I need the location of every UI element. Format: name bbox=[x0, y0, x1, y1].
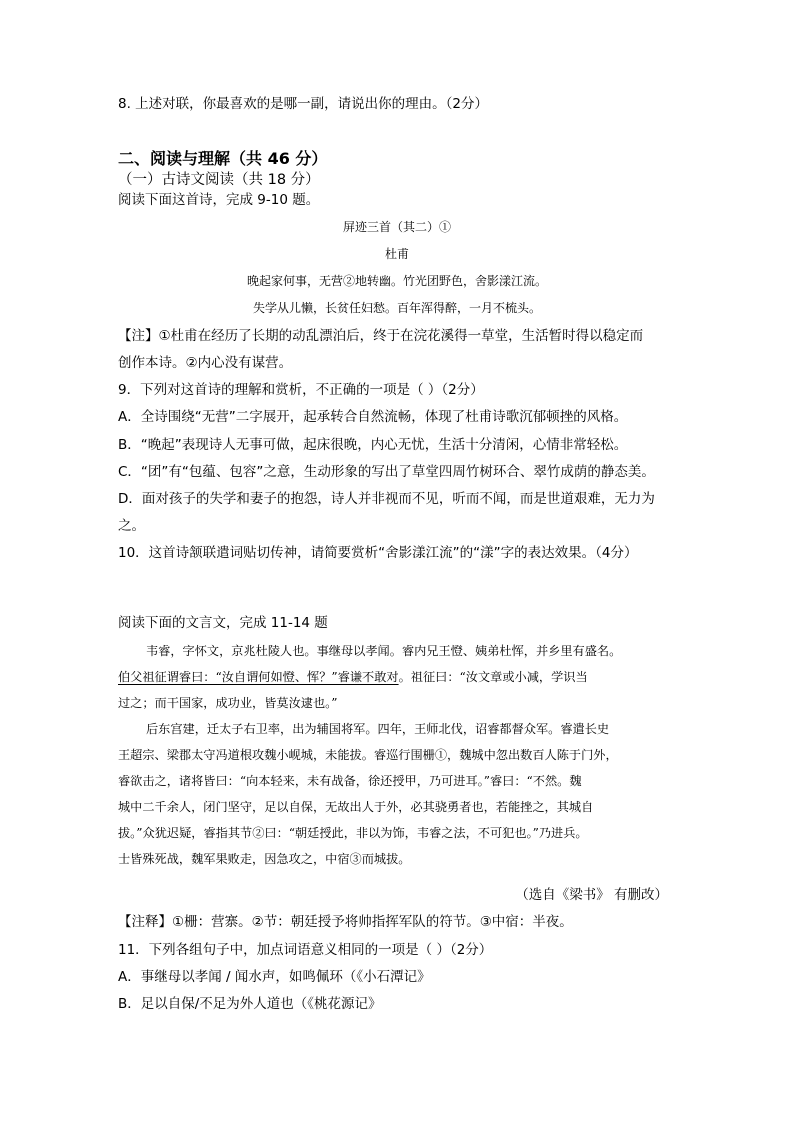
passage-line: 后东宫建，迁太子右卫率，出为辅国将军。四年，王师北伐，诏睿都督众军。睿遣长史 bbox=[146, 722, 610, 736]
underlined-sentence: 伯父祖征谓睿曰：“汝自谓何如憕、恽？”睿谦不敢对 bbox=[118, 670, 399, 684]
passage-line: 睿欲击之，诸将皆曰：“向本轻来，未有战备，徐还授甲，乃可进耳。”睿曰：“不然。魏 bbox=[118, 774, 582, 788]
question-11-option-b: B．足以自保/不足为外人道也（《桃花源记》 bbox=[118, 996, 382, 1012]
question-10: 10．这首诗颔联遣词贴切传神，请简要赏析“舍影漾江流”的“漾”字的表达效果。（4分） bbox=[118, 545, 638, 561]
passage-line: 士皆殊死战，魏军果败走，因急攻之，中宿③而城拔。 bbox=[118, 852, 411, 866]
poem-line-2: 失学从儿懒，长贫任妇愁。百年浑得醉，一月不梳头。 bbox=[252, 301, 541, 315]
passage-source: （选自《梁书》 有删改） bbox=[515, 887, 668, 903]
question-11-stem: 11．下列各组句子中，加点词语意义相同的一项是（ ）（2分） bbox=[118, 942, 493, 958]
question-9-option-d-cont: 之。 bbox=[118, 518, 145, 534]
question-9-option-b: B．“晚起”表现诗人无事可做，起床很晚，内心无忧，生活十分清闲，心情非常轻松。 bbox=[118, 437, 628, 453]
question-8: 8. 上述对联，你最喜欢的是哪一副，请说出你的理由。（2分） bbox=[118, 96, 489, 112]
question-9-option-a: A．全诗围绕“无营”二字展开，起承转合自然流畅，体现了杜甫诗歌沉郁顿挫的风格。 bbox=[118, 409, 628, 425]
passage-line: 韦睿，字怀文，京兆杜陵人也。事继母以孝闻。睿内兄王憕、姨弟杜恽，并乡里有盛名。 bbox=[146, 644, 622, 658]
classical-instruction: 阅读下面的文言文，完成 11-14 题 bbox=[118, 615, 328, 631]
passage-line bbox=[118, 669, 588, 685]
question-11-option-a: A．事继母以孝闻 / 闻水声，如鸣佩环（《小石潭记》 bbox=[118, 969, 431, 985]
question-9-option-d: D．面对孩子的失学和妻子的抱怨，诗人并非视而不见，听而不闻，而是世道艰难，无力为 bbox=[118, 491, 655, 507]
question-9-option-c: C．“团”有“包蕴、包容”之意，生动形象的写出了草堂四周竹树环合、翠竹成荫的静态美。 bbox=[118, 464, 655, 480]
poem-line-1: 晚起家何事，无营②地转幽。竹光团野色，舍影漾江流。 bbox=[246, 274, 547, 288]
poem-note-line: 【注】①杜甫在经历了长期的动乱漂泊后，终于在浣花溪得一草堂，生活暂时得以稳定而 bbox=[118, 328, 644, 344]
passage-line: 王超宗、梁郡太守冯道根攻魏小岘城，未能拔。睿巡行围栅①，魏城中忽出数百人陈于门外， bbox=[118, 748, 618, 762]
poem-title: 屏迹三首（其二）① bbox=[342, 220, 451, 234]
part-title: （一）古诗文阅读（共 18 分） bbox=[118, 172, 320, 188]
passage-text: 。祖征曰：“汝文章或小减，学识当 bbox=[398, 670, 588, 684]
section-title: 二、阅读与理解（共 46 分） bbox=[118, 149, 328, 168]
passage-notes: 【注释】①栅：营寨。②节：朝廷授予将帅指挥军队的符节。③中宿：半夜。 bbox=[118, 914, 573, 930]
question-9-stem: 9．下列对这首诗的理解和赏析，不正确的一项是（ ）（2分） bbox=[118, 382, 484, 398]
passage-line: 城中二千余人，闭门坚守，足以自保，无故出人于外，必其骁勇者也，若能挫之，其城自 bbox=[118, 800, 594, 814]
passage-line: 过之；而干国家，成功业，皆莫汝逮也。” bbox=[118, 696, 338, 710]
passage-line: 拔。”众犹迟疑，睿指其节②曰：“朝廷授此，非以为饰，韦睿之法，不可犯也。”乃进兵。 bbox=[118, 826, 588, 840]
poem-author: 杜甫 bbox=[384, 247, 409, 261]
poem-note-line: 创作本诗。②内心没有谋营。 bbox=[118, 355, 293, 371]
poem-instruction: 阅读下面这首诗，完成 9-10 题。 bbox=[118, 192, 320, 208]
